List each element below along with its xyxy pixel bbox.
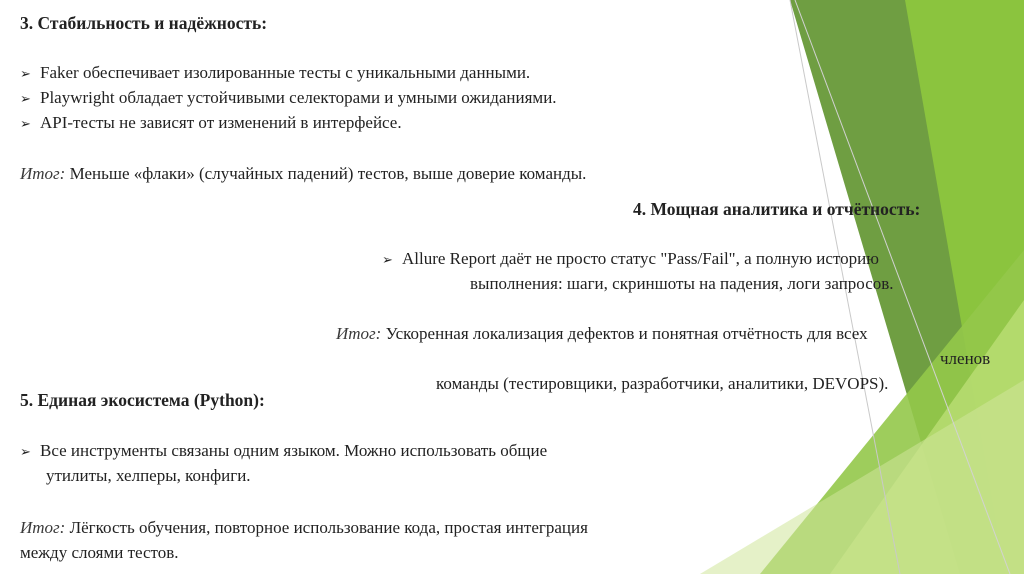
summary-label: Итог: [336,324,382,343]
bullet-text: Allure Report даёт не просто статус "Pass/Fail", а полную историю [402,249,879,268]
section3-heading: 3. Стабильность и надёжность: [20,13,268,33]
section4-summary-line-1 [336,322,868,346]
deco-shape-pale-green [700,380,1024,574]
section4-bullet-line-1 [382,247,879,272]
bullet-text: Faker обеспечивает изолированные тесты с уникальными данными. [40,63,531,82]
bullet-arrow-icon: ➢ [382,252,393,267]
summary-label: Итог: [20,518,66,537]
bullet-arrow-icon: ➢ [20,444,31,459]
bullet-text: API-тесты не зависят от изменений в интерфейсе. [40,113,402,132]
section5-summary-line-1 [20,516,588,540]
section4-heading: 4. Мощная аналитика и отчётность: [633,199,921,219]
section5-bullet-line-2: утилиты, хелперы, конфиги. [46,466,251,485]
section5-summary-line-2: между слоями тестов. [20,543,179,562]
summary-label: Итог: [20,164,66,183]
section3-summary [20,162,586,186]
section4-summary-line-2: членов [940,349,991,368]
section3-bullet-2 [20,86,557,111]
section4-summary-line-3: команды (тестировщики, разработчики, аналитики, DEVOPS). [436,374,889,393]
bullet-arrow-icon: ➢ [20,66,31,81]
section3-bullet-1 [20,61,530,86]
summary-text: Лёгкость обучения, повторное использование кода, простая интеграция [65,518,588,537]
bullet-text: Все инструменты связаны одним языком. Можно использовать общие [40,441,548,460]
bullet-arrow-icon: ➢ [20,116,31,131]
section4-bullet-line-2: выполнения: шаги, скриншоты на падения, логи запросов. [470,274,894,293]
section3-bullet-3 [20,111,402,136]
bullet-arrow-icon: ➢ [20,91,31,106]
summary-text: Ускоренная локализация дефектов и понятная отчётность для всех [381,324,868,343]
section5-heading: 5. Единая экосистема (Python): [20,390,265,410]
section5-bullet-line-1 [20,439,547,464]
bullet-text: Playwright обладает устойчивыми селекторами и умными ожиданиями. [40,88,557,107]
summary-text: Меньше «флаки» (случайных падений) тестов, выше доверие команды. [65,164,587,183]
